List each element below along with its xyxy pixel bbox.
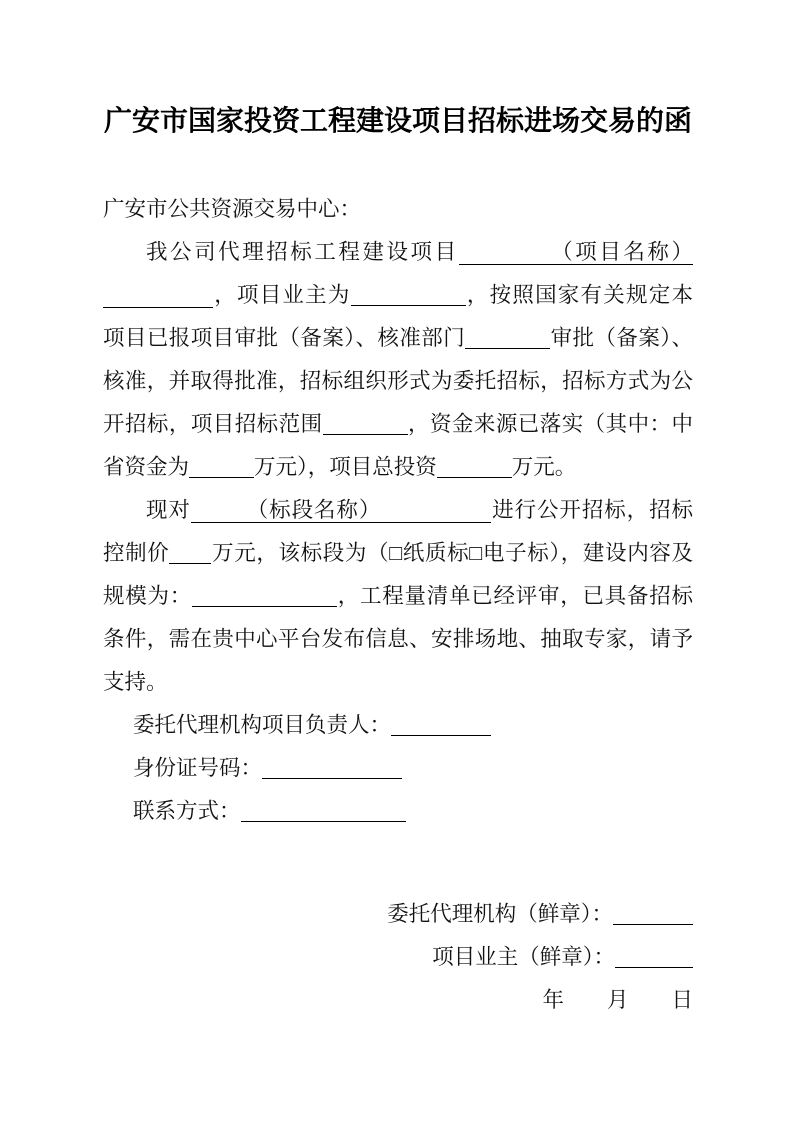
owner-seal-label: 项目业主（鲜章）： (432, 945, 615, 969)
field-contact (103, 790, 693, 833)
electronic-bid-checkbox: □ (469, 541, 483, 565)
blank-project-owner (351, 305, 466, 306)
project-name-hint: （项目名称） (548, 240, 693, 264)
blank-id-number (262, 778, 402, 779)
contact-label: 联系方式： (133, 799, 241, 823)
blank-provincial-funds (189, 477, 254, 478)
field-manager (103, 704, 693, 747)
blank-approval-dept (465, 348, 550, 349)
paragraph-project-info (103, 231, 693, 489)
para1-funds-text: ，资金来源已落实（其中：中省资金为 (103, 412, 693, 479)
date-line: 年 月 日 (542, 988, 693, 1012)
paragraph-section-info (103, 489, 693, 704)
para1-approval-text: ，按照国家有关规定本项目已报项目审批（备案）、核准部门 (103, 283, 693, 350)
signature-block (103, 893, 693, 1022)
field-id-number (103, 747, 693, 790)
blank-owner-seal (615, 967, 693, 968)
para2-end-text: ，工程量清单已经评审，已具备招标条件，需在贵中心平台发布信息、安排场地、抽取专家，请予支持。 (103, 584, 693, 694)
manager-label: 委托代理机构项目负责人： (133, 713, 392, 737)
para2-lead-text: 现对 (146, 498, 191, 522)
para1-end-text: 万元。 (511, 455, 577, 479)
blank-manager-name (391, 735, 491, 736)
blank-agency-seal (613, 924, 693, 925)
paper-bid-checkbox: □ (389, 541, 403, 565)
section-name-fill (191, 498, 491, 523)
para2-bidding-text: 进行公开招标，招标控制价 (103, 498, 693, 565)
para1-method-text: 审批（备案）、核准，并取得批准，招标组织形式为委托招标，招标方式为公开招标，项目招标范围 (103, 326, 693, 436)
para2-price-text: 万元，该标段为（ (211, 541, 390, 565)
document-content (103, 0, 693, 1022)
signature-agency (103, 893, 693, 936)
para1-lead-text: 我公司代理招标工程建设项目 (146, 240, 459, 264)
electronic-bid-label: 电子标 (482, 541, 550, 565)
blank-construction-scale (192, 606, 337, 607)
blank-contact (241, 821, 406, 822)
signature-date (103, 979, 693, 1022)
para1-investment-text: 万元），项目总投资 (254, 455, 437, 479)
paper-bid-label: 纸质标 (402, 541, 470, 565)
para2-scale-text: ），建设内容及规模为： (103, 541, 693, 608)
para1-owner-text: ，项目业主为 (213, 283, 351, 307)
section-name-hint: （标段名称） (245, 498, 382, 522)
blank-control-price (169, 563, 211, 564)
id-number-label: 身份证号码： (133, 756, 263, 780)
agency-seal-label: 委托代理机构（鲜章）： (387, 902, 613, 926)
blank-bidding-scope (323, 434, 408, 435)
document-title: 广安市国家投资工程建设项目招标进场交易的函 (103, 106, 692, 137)
signature-owner (103, 936, 693, 979)
blank-total-investment (437, 477, 512, 478)
salutation: 广安市公共资源交易中心： (103, 197, 362, 221)
